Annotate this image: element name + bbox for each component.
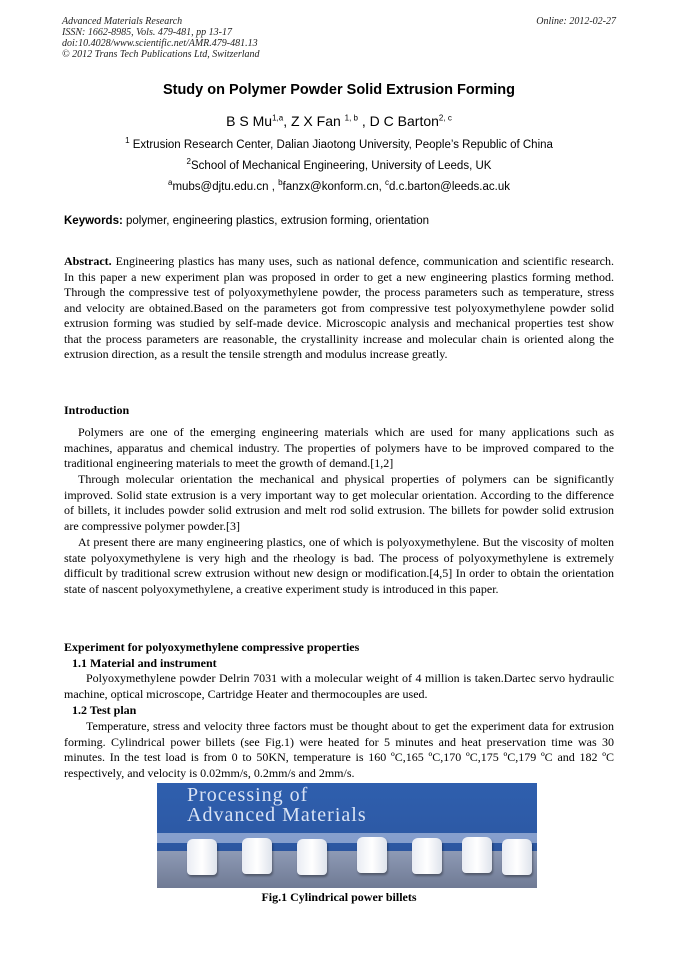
author-affil-mark: 1, b xyxy=(344,113,358,123)
affil-text: Extrusion Research Center, Dalian Jiaotong University, People’s Republic of China xyxy=(132,139,553,151)
experiment-paragraph-2: Temperature, stress and velocity three factors must be thought about to get the experiment data for extrusion forming. Cylindrical power billets (see Fig.1) were heated for 5 minutes and heat preservation time was 30 minutes. In the test load is from 0 to 50KN, temperature is 160 ºC,165 ºC,170 ºC,175 ºC,179 ºC and 182 ºC respectively, and velocity is 0.02mm/s, 0.2mm/s and 2mm/s. xyxy=(64,719,614,780)
billet-sample xyxy=(462,837,492,873)
affil-mark: 2 xyxy=(186,157,191,167)
keywords xyxy=(64,215,429,227)
billet-sample xyxy=(502,839,532,875)
doi-line: doi:10.4028/www.scientific.net/AMR.479-481.13 xyxy=(62,38,258,49)
section-heading-introduction: Introduction xyxy=(64,403,130,417)
abstract-label: Abstract. xyxy=(64,254,112,268)
email-mark: b xyxy=(278,178,283,188)
affiliation-1 xyxy=(0,136,678,151)
online-date: Online: 2012-02-27 xyxy=(536,16,616,27)
subsection-heading-test-plan: 1.2 Test plan xyxy=(72,703,137,717)
keywords-text: polymer, engineering plastics, extrusion forming, orientation xyxy=(126,215,429,227)
abstract xyxy=(64,254,614,363)
section-heading-experiment: Experiment for polyoxymethylene compressive properties xyxy=(64,640,360,654)
affil-text: School of Mechanical Engineering, University of Leeds, UK xyxy=(191,160,492,172)
journal-name: Advanced Materials Research xyxy=(62,16,183,27)
billet-sample xyxy=(357,837,387,873)
billet-sample xyxy=(412,838,442,874)
subsection-heading-material: 1.1 Material and instrument xyxy=(72,656,217,670)
email-link[interactable]: d.c.barton@leeds.ac.uk xyxy=(389,181,510,193)
journal-header xyxy=(62,16,482,60)
email-mark: c xyxy=(385,178,389,188)
billet-sample xyxy=(242,838,272,874)
intro-paragraph-1: Polymers are one of the emerging engineering materials which are used for many applications such as machines, apparatus and chemical industry. The properties of polymers have to be improved compared to the traditional engineering materials to meet the growth of demand.[1,2] xyxy=(64,425,614,470)
email-link[interactable]: fanzx@konform.cn, xyxy=(282,181,382,193)
experiment-paragraph-1: Polyoxymethylene powder Delrin 7031 with a molecular weight of 4 million is taken.Dartec servo hydraulic machine, optical microscope, Cartridge Heater and thermocouples are used. xyxy=(64,671,614,701)
photo-banner-text: Processing of Advanced Materials xyxy=(187,784,367,826)
affiliation-2 xyxy=(0,157,678,172)
author-affil-mark: 1,a xyxy=(272,113,284,123)
copyright-line: © 2012 Trans Tech Publications Ltd, Switzerland xyxy=(62,49,260,60)
paper-title: Study on Polymer Powder Solid Extrusion Forming xyxy=(162,82,516,98)
author-affil-mark: 2, c xyxy=(438,113,452,123)
author-list: B S Mu$^{1,a}$, Z X Fan $^{1, b}$ , D C Barton$^{2, c}$ xyxy=(226,113,452,129)
issn-line: ISSN: 1662-8985, Vols. 479-481, pp 13-17 xyxy=(62,27,232,38)
email-line xyxy=(0,178,678,193)
author-name: B S Mu xyxy=(226,113,273,129)
author-name: Z X Fan xyxy=(290,113,341,129)
billet-sample xyxy=(187,839,217,875)
abstract-text: Engineering plastics has many uses, such as national defence, communication and scientific research. In this paper a new experiment plan was proposed in order to get a new engineering plastics forming method. Through the compressive test of polyoxymethylene powder, the process parameters such as temperature, stress and velocity are obtained.Based on the parameters got from compressive test polyoxymethylene powder solid extrusion forming was studied by self-made device. Microscopic analysis and mechanical properties test show that the process parameters are reasonable, the crystallinity increase and molecular chain is oriented along the extrusion direction, as a result the tensile strength and modulus increase greatly. xyxy=(64,254,614,361)
author-name: D C Barton xyxy=(369,113,439,129)
billet-sample xyxy=(297,839,327,875)
email-mark: a xyxy=(167,178,173,188)
email-link[interactable]: mubs@djtu.edu.cn , xyxy=(172,181,275,193)
intro-paragraph-2: Through molecular orientation the mechanical and physical properties of polymers can be significantly improved. Solid state extrusion is a very important way to get molecular orientation. According to the difference of billets, it includes powder solid extrusion and melt rod solid extrusion. The billets for powder solid extrusion are compressive polymer powder.[3] xyxy=(64,472,614,533)
keywords-label: Keywords: xyxy=(64,215,123,227)
intro-paragraph-3: At present there are many engineering plastics, one of which is polyoxymethylene. But the viscosity of molten state polyoxymethylene is very high and the rheology is bad. The process of polyoxymethylene is extremely difficult by traditional screw extrusion without new design or modification.[4,5] In order to obtain the orientation state of nascent polyoxymethylene, a creative experiment study is introduced in this paper. xyxy=(64,535,614,596)
affil-mark: 1 xyxy=(125,136,130,146)
figure-caption: Fig.1 Cylindrical power billets xyxy=(261,890,417,904)
figure-photo xyxy=(157,783,537,888)
